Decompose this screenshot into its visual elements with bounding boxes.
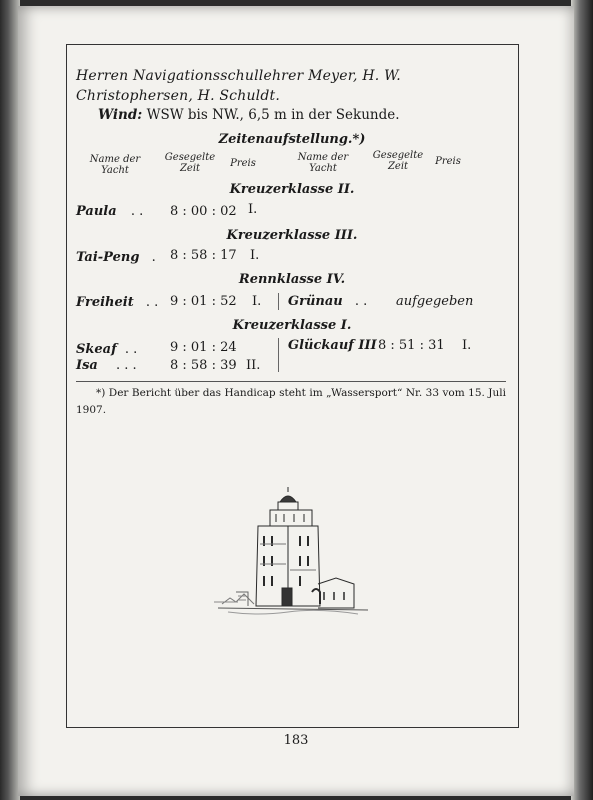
sailed-time: 8 : 00 : 02 [170, 204, 237, 219]
yacht-name: Tai-Peng [76, 250, 140, 265]
yacht-name: Paula [76, 204, 117, 219]
footnote: *) Der Bericht über das Handicap steht im „Wassersport“ Nr. 33 vom 15. Juli 1907. [76, 387, 506, 416]
yacht-name: Freiheit [76, 295, 134, 310]
table-row [76, 204, 143, 219]
page-edge [571, 0, 593, 800]
table-row-right [288, 338, 377, 353]
class-title: Kreuzerklasse III. [226, 228, 358, 243]
book-binding [0, 0, 20, 800]
wind-text: WSW bis NW., 6,5 m in der Sekunde. [146, 107, 400, 123]
col-time-left: Gesegelte Zeit [164, 152, 216, 174]
sailed-time: 8 : 58 : 39 [170, 358, 237, 373]
leader-dots: . . [354, 294, 368, 309]
leader-dots: . . [130, 204, 144, 219]
yacht-name: Isa [76, 358, 98, 373]
intro-text: Herren Navigationsschullehrer Meyer, H. W. Christophersen, H. Schuldt. [76, 68, 401, 104]
wind-line [98, 107, 528, 124]
table-heading: Zeitenaufstellung.*) [218, 132, 366, 147]
sailed-time: 9 : 01 : 24 [170, 340, 237, 355]
page-number: 183 [283, 733, 309, 748]
prize: I. [462, 338, 472, 353]
leader-dots: . . [124, 342, 138, 357]
footnote-rule [76, 381, 506, 382]
prize: I. [250, 248, 260, 263]
sailed-time: aufgegeben [396, 294, 474, 309]
col-name-left: Name der Yacht [89, 154, 141, 176]
prize: II. [246, 358, 261, 373]
prize: I. [252, 294, 262, 309]
col-time-right: Gesegelte Zeit [372, 150, 424, 172]
prize: I. [248, 202, 258, 217]
table-row [76, 295, 158, 310]
col-prize-left: Preis [230, 158, 256, 169]
class-title: Rennklasse IV. [238, 272, 346, 287]
table-row [76, 250, 156, 265]
tower-illustration [208, 484, 368, 624]
yacht-name: Glückauf III [288, 338, 377, 353]
leader-dots: . . . [115, 358, 137, 373]
sailed-time: 9 : 01 : 52 [170, 294, 237, 309]
class-title: Kreuzerklasse II. [229, 182, 355, 197]
column-divider [278, 338, 279, 372]
sailed-time: 8 : 58 : 17 [170, 248, 237, 263]
col-prize-right: Preis [435, 156, 461, 167]
book-page [18, 6, 574, 796]
yacht-name: Skeaf [76, 342, 117, 357]
column-divider [278, 293, 279, 310]
wind-label: Wind: [98, 107, 143, 123]
leader-dots: . [151, 250, 156, 265]
leader-dots: . . [145, 295, 159, 310]
sailed-time: 8 : 51 : 31 [378, 338, 445, 353]
class-title: Kreuzerklasse I. [232, 318, 352, 333]
table-row [76, 342, 137, 357]
table-row-right [288, 294, 367, 309]
col-name-right: Name der Yacht [297, 152, 349, 174]
yacht-name: Grünau [288, 294, 343, 309]
table-row [76, 358, 137, 373]
